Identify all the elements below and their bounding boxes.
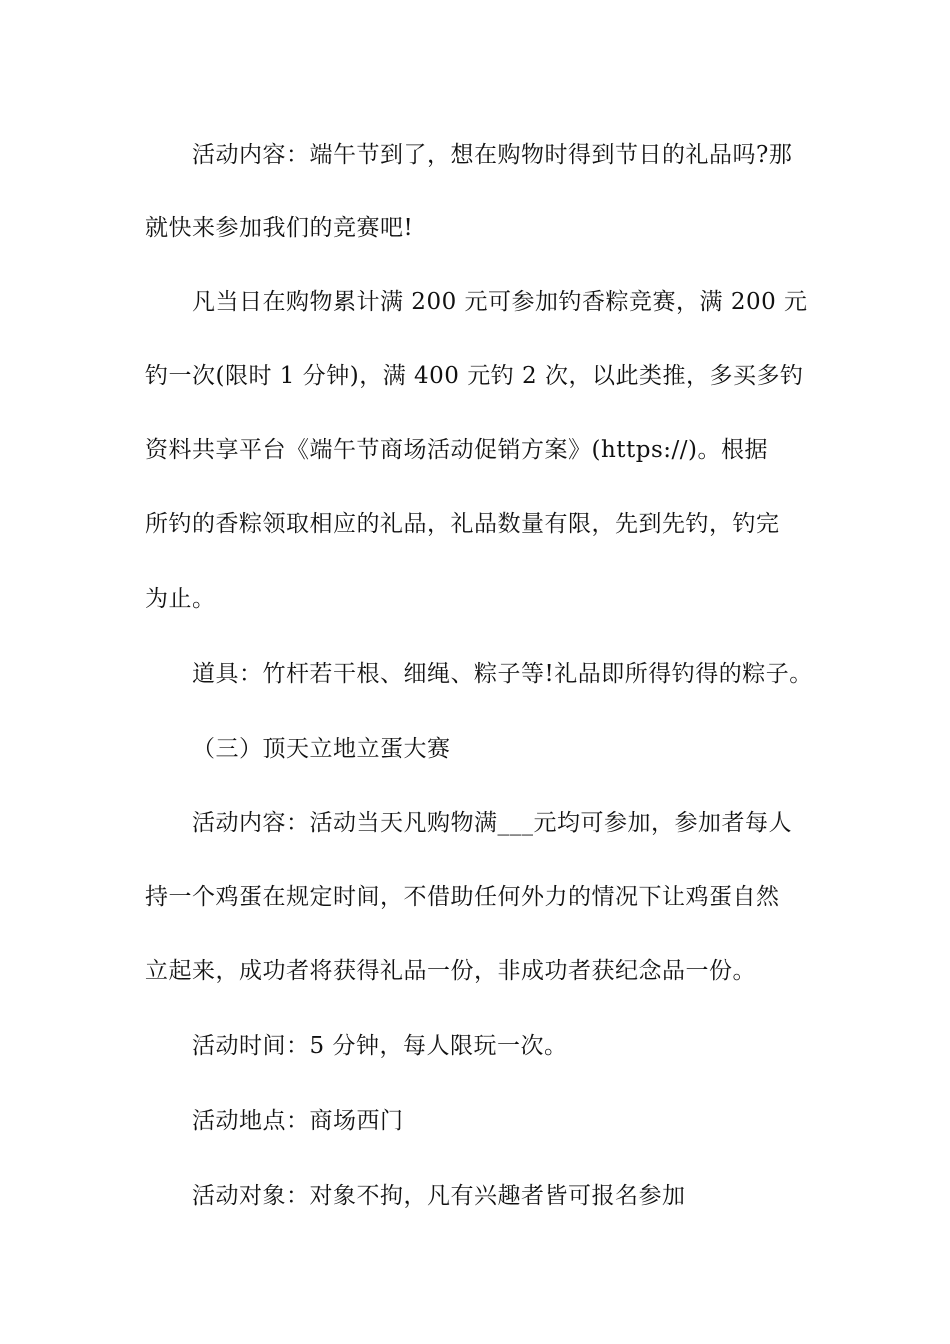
paragraph-line-7: 为止。 [145,586,216,612]
paragraph-line-1: 活动内容：端午节到了，想在购物时得到节日的礼品吗?那 [192,142,793,168]
paragraph-line-15: 活动对象：对象不拘，凡有兴趣者皆可报名参加 [192,1183,686,1209]
section-heading: （三）顶天立地立蛋大赛 [192,736,451,762]
paragraph-line-12: 立起来，成功者将获得礼品一份，非成功者获纪念品一份。 [145,958,756,984]
paragraph-line-11: 持一个鸡蛋在规定时间，不借助任何外力的情况下让鸡蛋自然 [145,884,780,910]
paragraph-line-2: 就快来参加我们的竞赛吧! [145,215,414,241]
paragraph-line-14: 活动地点：商场西门 [192,1108,404,1134]
paragraph-line-4: 钓一次(限时 1 分钟)，满 400 元钓 2 次，以此类推，多买多钓 [145,363,804,389]
paragraph-line-3: 凡当日在购物累计满 200 元可参加钓香粽竞赛，满 200 元 [192,289,808,315]
paragraph-line-5: 资料共享平台《端午节商场活动促销方案》(https://)。根据 [145,437,769,463]
paragraph-line-6: 所钓的香粽领取相应的礼品，礼品数量有限，先到先钓，钓完 [145,511,780,537]
paragraph-line-13: 活动时间：5 分钟，每人限玩一次。 [192,1033,568,1059]
paragraph-line-8: 道具：竹杆若干根、细绳、粽子等!礼品即所得钓得的粽子。 [192,661,813,687]
paragraph-line-10: 活动内容：活动当天凡购物满___元均可参加，参加者每人 [192,810,792,836]
